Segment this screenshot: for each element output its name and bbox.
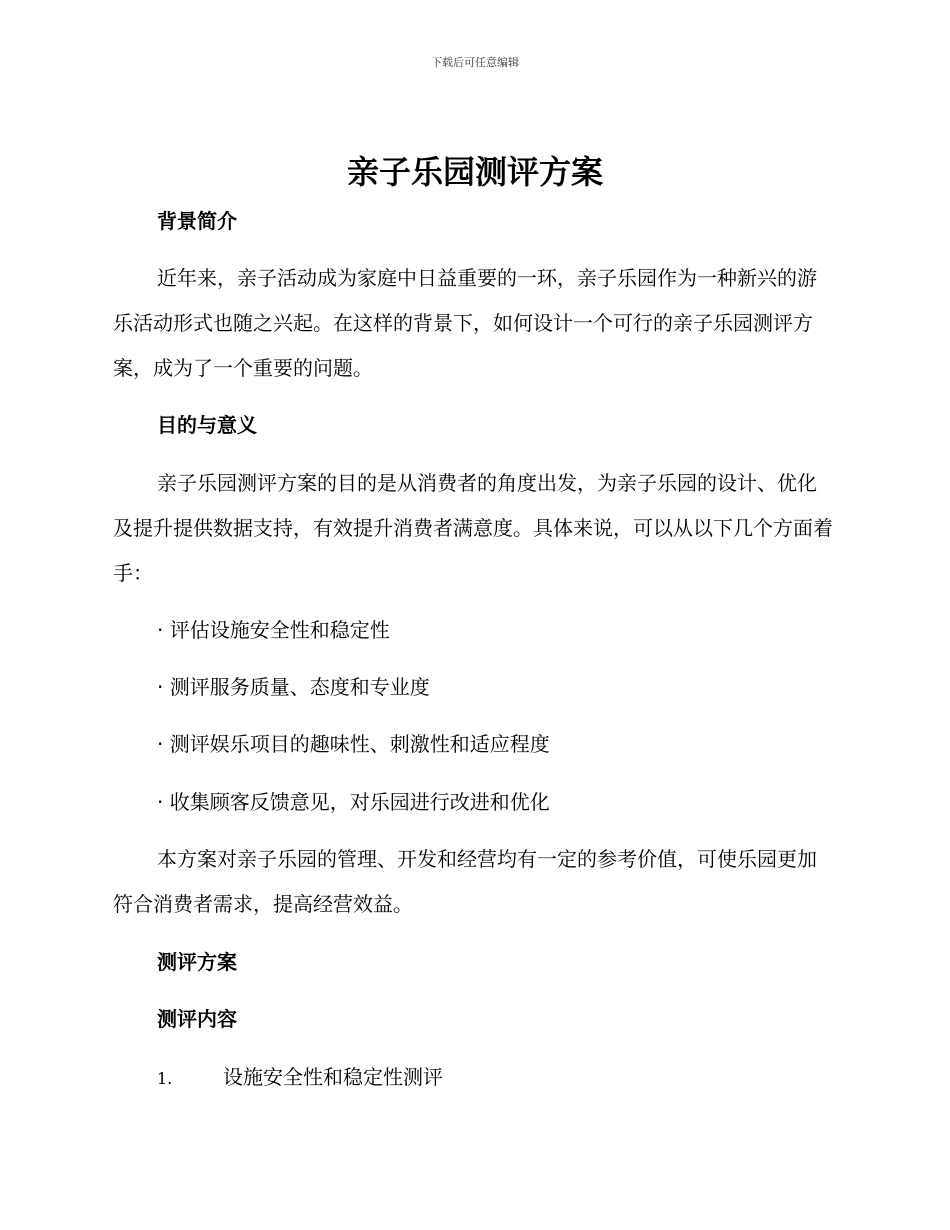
heading-background: 背景简介 <box>157 209 237 233</box>
heading-plan: 测评方案 <box>157 950 237 974</box>
bullet-item-1: · 评估设施安全性和稳定性 <box>157 618 390 642</box>
item-text: 设施安全性和稳定性测评 <box>223 1065 443 1089</box>
heading-purpose: 目的与意义 <box>157 413 257 437</box>
page-header-note: 下载后可任意编辑 <box>431 56 519 69</box>
paragraph-background: 近年来，亲子活动成为家庭中日益重要的一环，亲子乐园作为一种新兴的游乐活动形式也随之兴起。在这样的背景下，如何设计一个可行的亲子乐园测评方案，成为了一个重要的问题。 <box>113 266 817 380</box>
numbered-item-1 <box>157 1055 443 1101</box>
bullet-item-4: · 收集顾客反馈意见，对乐园进行改进和优化 <box>157 790 550 814</box>
bullet-item-2: · 测评服务质量、态度和专业度 <box>157 675 430 699</box>
document-title: 亲子乐园测评方案 <box>346 153 603 191</box>
item-number: 1. <box>157 1069 173 1088</box>
heading-content: 测评内容 <box>157 1007 237 1031</box>
paragraph-conclusion: 本方案对亲子乐园的管理、开发和经营均有一定的参考价值，可使乐园更加符合消费者需求，提高经营效益。 <box>113 847 817 916</box>
paragraph-purpose: 亲子乐园测评方案的目的是从消费者的角度出发，为亲子乐园的设计、优化及提升提供数据支持，有效提升消费者满意度。具体来说，可以从以下几个方面着手： <box>113 471 833 585</box>
bullet-item-3: · 测评娱乐项目的趣味性、刺激性和适应程度 <box>157 732 550 756</box>
